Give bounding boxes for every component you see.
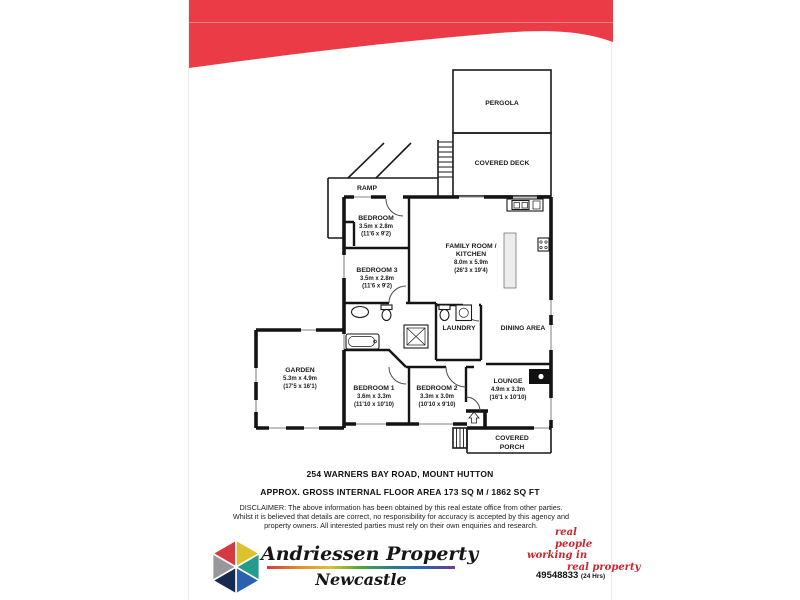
room-label-ramp: RAMP [356,185,378,192]
room-size-garden-m: 5.3m x 4.9m [282,376,318,382]
door-arc-family-entry [386,199,403,216]
room-label-pergola: PERGOLA [485,100,519,107]
flyer [188,0,641,600]
entry-arrow-icon [469,412,479,423]
agency-phone [536,570,605,581]
windows [256,197,551,428]
room-size-bedroom2-m: 3.3m x 3.0m [419,394,455,400]
agency-logo-text [261,543,479,589]
room-size-bedroom3-m: 3.5m x 2.8m [359,276,395,282]
entry-walls [466,411,488,428]
room-size-family-ft: (26'3 x 19'4) [454,268,488,274]
tagline-line2: working in [527,550,588,561]
tagline-line1: real people [555,527,593,550]
room-label-laundry: LAUNDRY [442,325,476,332]
room-size-bedroom2-ft: (10'10 x 9'10) [418,402,456,408]
laundry-tub [456,305,472,321]
room-label-bedroom2: BEDROOM 2 [416,385,458,392]
room-label-bedroom: BEDROOM [358,215,394,222]
deck-stairs-treads [438,142,453,177]
room-label-family-line2: KITCHEN [455,251,487,258]
door-arc-bedroom1 [389,367,406,384]
room-label-bedroom1: BEDROOM 1 [353,385,395,392]
property-address: 254 WARNERS BAY ROAD, MOUNT HUTTON [306,469,494,479]
room-label-bedroom3: BEDROOM 3 [356,267,398,274]
room-size-lounge-m: 4.9m x 3.3m [490,387,526,393]
tagline-line3: real property [567,561,641,573]
phone-note: (24 Hrs) [580,573,606,580]
kitchen-island [504,233,516,288]
banner-swoosh-shape [189,0,613,68]
room-size-bedroom1-m: 3.6m x 3.3m [356,394,392,400]
room-label-porch-line2: PORCH [499,444,525,451]
porch-steps-treads [457,428,464,448]
room-size-bedroom-ft: (11'6 x 9'2) [361,231,391,238]
room-size-bedroom-m: 3.5m x 2.8m [358,224,394,230]
disclaimer-line1: DISCLAIMER: The above information has been obtained by this real estate office from other parties. [239,503,563,512]
disclaimer-line2: Whilst it is believed that details are correct, no responsibility for accuracy is accepted by this agency and [232,511,570,521]
room-label-lounge: LOUNGE [493,378,523,385]
rainbow-underline [267,566,455,569]
room-label-garden: GARDEN [285,367,315,374]
agency-location: Newcastle [315,569,407,589]
stove [538,238,549,251]
exterior-walls [256,197,551,428]
room-size-family-m: 8.0m x 5.9m [453,260,489,266]
disclaimer-line3: property owners. All interested parties must rely on their own enquiries and research. [264,520,538,530]
red-banner [189,0,613,70]
floor-area-text: APPROX. GROSS INTERNAL FLOOR AREA 173 SQ M / 1862 SQ FT [260,487,540,497]
wc-toilet-tank [439,305,450,310]
wc-toilet-bowl [440,310,449,321]
agency-tagline [519,527,641,573]
phone-number: 49548833 [536,570,579,581]
ramp-diagonals [348,143,411,178]
room-label-family-line1: FAMILY ROOM / [445,243,497,250]
door-arc-bedroom2 [446,367,466,387]
room-label-dining: DINING AREA [500,325,546,332]
room-size-bedroom3-ft: (11'6 x 9'2) [362,283,392,290]
fireplace-dot [538,374,543,379]
agency-name: Andriessen Property [261,543,479,565]
agency-logo-hexagon-icon [207,537,265,597]
toilet-bowl [382,310,391,321]
toilet-tank [381,305,392,310]
room-size-bedroom1-ft: (11'10 x 10'10) [354,402,394,408]
room-label-covered-deck: COVERED DECK [474,160,530,167]
door-arc-front-entry [466,397,480,411]
room-size-lounge-ft: (16'1 x 10'10) [489,395,527,401]
room-size-garden-ft: (17'5 x 16'1) [283,384,317,390]
room-label-porch-line1: COVERED [495,435,529,442]
vanity-basin [352,307,369,318]
floorplan-drawing [241,62,561,464]
